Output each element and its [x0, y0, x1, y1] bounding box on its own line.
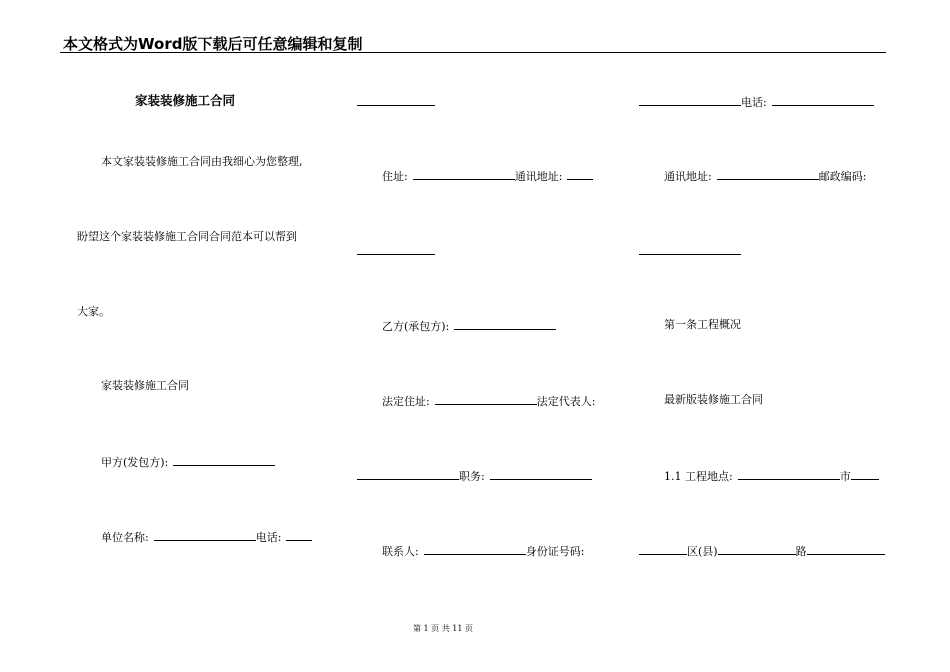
unit-phone-label: 电话: [255, 531, 282, 544]
legal-address-blank [435, 393, 537, 405]
unit-name-label: 单位名称: [101, 531, 149, 544]
page-footer: 第 1 页 共 11 页 [413, 624, 473, 633]
intro-line-1: 本文家装装修施工合同由我细心为您整理, [101, 155, 303, 168]
road-blank [807, 543, 885, 555]
location-blank [738, 468, 840, 480]
col3-phone-blank [772, 94, 874, 106]
unit-phone-blank [286, 529, 312, 541]
col2-mid-line [357, 243, 435, 259]
contact-address-label: 通讯地址: [514, 170, 563, 183]
document-header: 本文格式为Word版下载后可任意编辑和复制 [63, 35, 363, 53]
party-a-line [101, 454, 275, 470]
col3-phone-label: 电话: [741, 96, 767, 109]
col3-postal-blank [639, 243, 741, 255]
city-label: 市 [839, 470, 851, 483]
unit-name-line [101, 529, 312, 545]
party-a-label: 甲方(发包方): [101, 456, 169, 469]
district-pre-blank [639, 543, 687, 555]
col3-phone-pre-blank [639, 94, 741, 106]
address-line [382, 168, 593, 184]
id-number-label: 身份证号码: [525, 545, 585, 558]
location-label: 1.1 工程地点: [664, 470, 733, 483]
legal-rep-label: 法定代表人: [536, 395, 596, 408]
address-label: 住址: [382, 170, 408, 183]
latest-contract-title: 最新版装修施工合同 [664, 393, 763, 406]
road-label: 路 [795, 545, 807, 558]
page-title: 家装装修施工合同 [135, 93, 236, 108]
contract-doc-title: 家装装修施工合同 [101, 379, 189, 392]
col3-contact-address-line [664, 168, 866, 184]
intro-line-3: 大家。 [77, 305, 110, 318]
party-b-label: 乙方(承包方): [382, 320, 450, 333]
position-blank [490, 468, 592, 480]
party-b-line [382, 318, 556, 334]
position-label: 职务: [459, 470, 485, 483]
postal-code-label: 邮政编码: [818, 170, 867, 183]
address-blank [413, 168, 515, 180]
legal-address-line [382, 393, 595, 409]
position-line [357, 468, 592, 484]
col2-top-line [357, 94, 435, 110]
header-rule [60, 52, 886, 53]
article-1-heading: 第一条工程概况 [664, 318, 741, 331]
city-blank [851, 468, 879, 480]
district-road-line [639, 543, 885, 559]
party-a-blank [173, 454, 275, 466]
col3-postal-line [639, 243, 741, 259]
legal-address-label: 法定住址: [382, 395, 430, 408]
col3-phone-line [639, 94, 874, 110]
intro-line-2: 盼望这个家装装修施工合同合同范本可以帮到 [77, 230, 297, 243]
district-label: 区(县) [687, 545, 718, 558]
position-pre-blank [357, 468, 459, 480]
col3-contact-address-blank [717, 168, 819, 180]
col3-contact-address-label: 通讯地址: [664, 170, 712, 183]
contact-person-label: 联系人: [382, 545, 419, 558]
contact-person-line [382, 543, 584, 559]
col2-mid-blank [357, 243, 435, 255]
unit-name-blank [154, 529, 256, 541]
contact-address-blank [567, 168, 593, 180]
location-line [664, 468, 879, 484]
col2-top-blank [357, 94, 435, 106]
district-blank [718, 543, 796, 555]
contact-person-blank [424, 543, 526, 555]
party-b-blank [454, 318, 556, 330]
